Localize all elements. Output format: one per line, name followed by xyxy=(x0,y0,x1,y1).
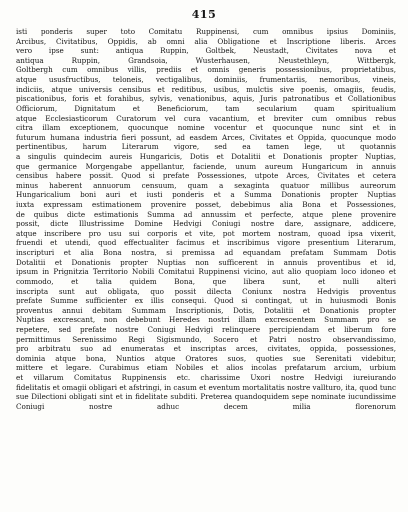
text-line: Nuptias excrescant, non debebunt Heredes nostri illam excrescentem Summam pro se xyxy=(16,315,396,325)
text-line: isti ponderis super toto Comitatu Ruppinensi, cum omnibus ipsius Dominiis, xyxy=(16,27,396,36)
text-line: et villarum Comitatus Ruppinensis etc. charissime Uxori nostre Hedvigi iureiurando xyxy=(16,373,396,383)
text-line: permittimus Serenissimo Regi Sigismundo, Socero et Patri nostro observandissimo, xyxy=(16,334,396,344)
text-line: Goltbergh cum omnibus villis, prediis et omnis generis possessionibus, proprietatibus, xyxy=(16,65,396,75)
text-line: piscationibus, foris et forahibus, sylvis, venationibus, aquis, Juris patronatibus et Collationibus Officiorum, Dignitatum et Beneficiorum, tam secularium quam spiritualium xyxy=(16,94,396,113)
text-line: fidelitatis et omagii obligari et afstringi, in casum et eventum mortalitatis nostre vallturo, ita, quod tunc sue Dilectioni obligati sint et in fidelitate subditi. Preterea quandoquidem sepe nominate iucundissime Coniugi nostre adhuc decem milia florenorum xyxy=(16,382,396,411)
text-line: dominia atque bona, Nuntios atque Oratores suos, quoties sue Serenitati videbitur, xyxy=(16,353,396,363)
page-number: 415 xyxy=(191,8,217,21)
text-line: minus haberent annuorum censuum, quam a sexaginta quatuor millibus aureorum xyxy=(16,180,396,190)
text-line: indiciis, atque universis censibus et reditibus, usibus, mulctis sive poenis, omagiis, feudis, xyxy=(16,84,396,94)
text-line: futurum humana industria fieri possunt, ad easdem Arces, Civitates et Oppida, quocunque modo pertinentibus, harum Literarum vigore, sed ea tamen lege, ut quotannis xyxy=(16,132,396,152)
text-line: pro arbitratu suo ad enumeratas et inscriptas arces, civitates, oppida, possessiones, xyxy=(16,344,396,354)
body-text xyxy=(16,27,396,412)
text-line: repetere, sed prefate nostre Coniugi Hedvigi relinquere percipiendam et liberum fore xyxy=(16,324,396,334)
text-line: possit, dicte Illustrissime Domine Hedvigi Coniugi nostre dare, assignare, addicere, xyxy=(16,219,396,229)
text-line: de quibus dicte estimationis Summa ad annussim et perfecte, atque plene provenire xyxy=(16,209,396,219)
text-line: censibus habere possit. Quod si prefate Possessiones, utpote Arces, Civitates et cetera xyxy=(16,171,396,181)
text-line: Dotalitii et Donationis propter Nuptias non sufficerent in annuis proventibus et id, xyxy=(16,257,396,267)
text-line: iuxta expressam estimationem provenire posset, debebimus alia Bona et Possessiones, xyxy=(16,200,396,210)
text-line: mittere et legare. Curabimus etiam Nobiles et alios incolas prefatarum arcium, urbium xyxy=(16,363,396,373)
text-line: Arcibus, Civitatibus, Oppidis, ab omni alia Obligatione et Inscriptione liberis. Arces xyxy=(16,36,396,46)
text-line: prefate Summe sufficienter ex illis consequi. Quod si contingat, ut in huiusmodi Bonis xyxy=(16,296,396,306)
text-line: Hungaricalium boni auri et iusti ponderis et a Summa Donationis propter Nuptias xyxy=(16,190,396,200)
text-line: proventus annui debitam Summam Inscriptionis, Dotis, Dotalitii et Donationis propter xyxy=(16,305,396,315)
text-line: atque ususfructibus, teloneis, vectigalibus, dominiis, frumentariis, nemoribus, vineis, xyxy=(16,75,396,85)
text-line: atque inscribere pro usu sui corporis et vite, pot mortem nostram, quoad ipsa vixerit, xyxy=(16,228,396,238)
text-line: vero ipse sunt: antiqua Ruppin, Goltbek, Neustadt, Civitates nova et xyxy=(16,46,396,56)
text-line: antiqua Ruppin, Grandsoia, Wusterhausen, Neustethleyn, Wittbergk, xyxy=(16,55,396,65)
text-line: a singulis quindecim aureis Hungaricis, Dotis et Dotalitii et Donationis propter Nuptias, xyxy=(16,151,396,161)
text-line: inscripta sunt aut obligata, quo possit dilecta Coniunx nostra Hedvigis proventus xyxy=(16,286,396,296)
text-line: que germanice Morgengabe appellantur, faciende, unum aureum Hungaricum in annuis xyxy=(16,161,396,171)
text-line: citra illam exceptionem, quocunque nomine vocentur et quocunque nunc sint et in xyxy=(16,123,396,133)
text-line: fruendi et utendi, quod effectualiter facimus et inscribimus vigore presentium Literarum, xyxy=(16,238,396,248)
text-line: ipsum in Prignitzia Territorio Nobili Comitatui Ruppinensi vicino, aut alio quopiam loco idoneo et commodo, et talia quidem Bona, que libera sunt, et nulli alteri xyxy=(16,267,396,286)
text-line: atque Ecclesiasticorum Curatorum vel cura vacantium, et breviter cum omnibus rebus xyxy=(16,113,396,123)
text-line: inscripturi et alia Bona nostra, si premissa ad equandam prefatam Summam Dotis xyxy=(16,248,396,258)
